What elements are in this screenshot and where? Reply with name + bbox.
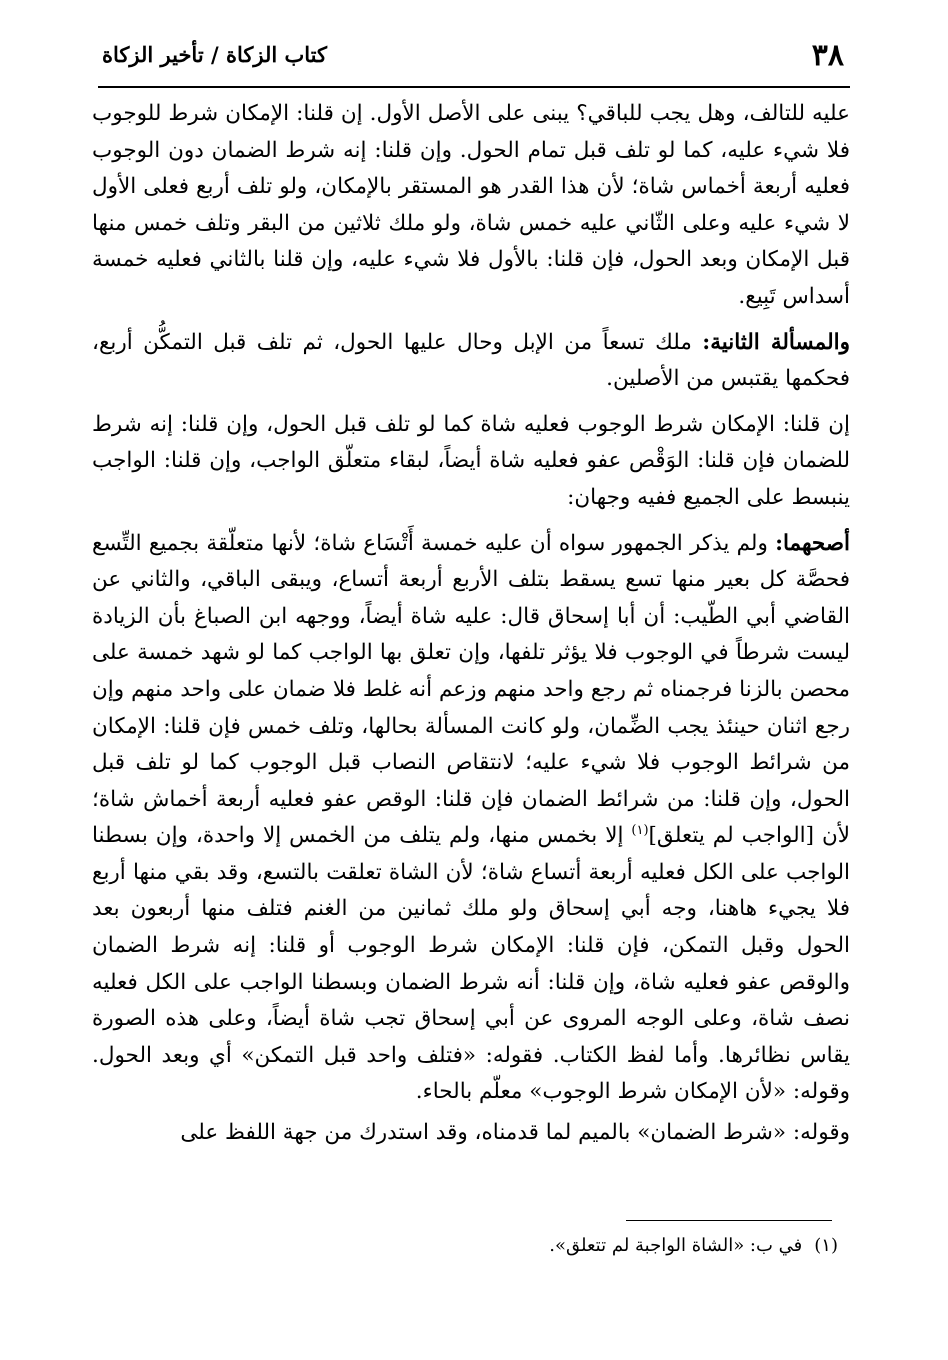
page-number: ٣٨ [811,38,844,73]
footnote [138,1232,838,1260]
paragraph-4 [92,526,850,1112]
paragraph-2 [92,325,850,398]
paragraph-1 [92,96,850,316]
footnote-separator [626,1220,832,1221]
paragraph-3-text: إن قلنا: الإمكان شرط الوجوب فعليه شاة كما لو تلف قبل الحول، وإن قلنا: إنه شرط للضمان فإن قلنا: الوَقْص عفو فعليه شاة أيضاً، لبقاء متعلّق الواجب، وإن قلنا: الواجب ينبسط على الجميع ففيه وجهان: [92,411,850,510]
paragraph-1-text: عليه للتالف، وهل يجب للباقي؟ يبنى على الأصل الأول. إن قلنا: الإمكان شرط للوجوب فلا شيء عليه، كما لو تلف قبل تمام الحول. وإن قلنا: إنه شرط الضمان دون الوجوب فعليه أربعة أخماس شاة؛ لأن هذا القدر هو المستقر بالإمكان، ولو تلف أربع فعلى الأول لا شيء عليه وعلى الثّاني عليه خمس شاة، ولو ملك ثلاثين من البقر وتلف خمس منها قبل الإمكان وبعد الحول، فإن قلنا: بالأول فلا شيء عليه، وإن قلنا بالثاني فعليه خمسة أسداس تَبِيع. [92,101,850,309]
page-header [98,36,850,88]
footnote-reference: (١) [631,823,649,839]
section-heading-most-correct: أصحهما: [775,530,850,556]
main-text [92,96,850,1161]
footnote-number: (١) [814,1235,838,1256]
section-heading-second-issue: والمسألة الثانية: [702,329,850,355]
paragraph-5-text: وقوله: «شرط الضمان» بالميم لما قدمناه، وقد استدرك من جهة اللفظ على [180,1120,850,1146]
paragraph-3 [92,407,850,517]
paragraph-4-text-b: إلا بخمس منها، ولم يتلف من الخمس إلا واحدة، وإن بسطنا الواجب على الكل فعليه أربعة أتساع شاة؛ لأن الشاة تعلقت بالتسع، وقد بقي منها أربع فلا يجيء هاهنا، وجه أبي إسحاق ولو ملك ثمانين من الغنم فتلف منها أربعون بعد الحول وقبل التمكن، فإن قلنا: الإمكان شرط الوجوب أو قلنا: إنه شرط الضمان والوقص عفو فعليه شاة، وإن قلنا: أنه شرط الضمان وبسطنا الواجب على الكل فعليه نصف شاة، وعلى الوجه المروى عن أبي إسحاق تجب شاة أيضاً، وعلى هذه الصورة يقاس نظائرها. وأما لفظ الكتاب. فقوله: «فتلف واحد قبل التمكن» أي وبعد الحول. وقوله: «لأن الإمكان شرط الوجوب» معلّم بالحاء. [92,823,850,1105]
running-title: كتاب الزكاة / تأخير الزكاة [102,42,328,67]
paragraph-4-text-a: ولم يذكر الجمهور سواه أن عليه خمسة أَتْسَاع شاة؛ لأنها متعلّقة بجميع التِّسع فحصَّة كل بعير منها تسع يسقط بتلف الأربع أربعة أتساع، ويبقى الباقي، والثاني عن القاضي أبي الطّيب: أن أبا إسحاق قال: عليه شاة أيضاً، ووجهه ابن الصباغ بأن الزيادة ليست شرطاً في الوجوب فلا يؤثر تلفها، وإن تعلق بها الواجب كما لو شهد خمسة على محصن بالزنا فرجمناه ثم رجع واحد منهم وزعم أنه غلط فلا ضمان على واحد منهم وإن رجع اثنان حينئذ يجب الضِّمان، ولو كانت المسألة بحالها، وتلف خمس فإن قلنا: الإمكان من شرائط الوجوب فلا شيء عليه؛ لانتقاص النصاب قبل الوجوب كما لو تلف قبل الحول، وإن قلنا: من شرائط الضمان فإن قلنا: الوقص عفو فعليه أربعة أخماش شاة؛ لأن [الواجب لم يتعلق] [92,530,850,849]
paragraph-2-text: ملك تسعاً من الإبل وحال عليها الحول، ثم تلف قبل التمكُّن أربع، فحكمها يقتبس من الأصلين. [92,329,850,392]
paragraph-5 [92,1115,850,1152]
footnote-text: في ب: «الشاة الواجبة لم تتعلق». [549,1235,803,1256]
